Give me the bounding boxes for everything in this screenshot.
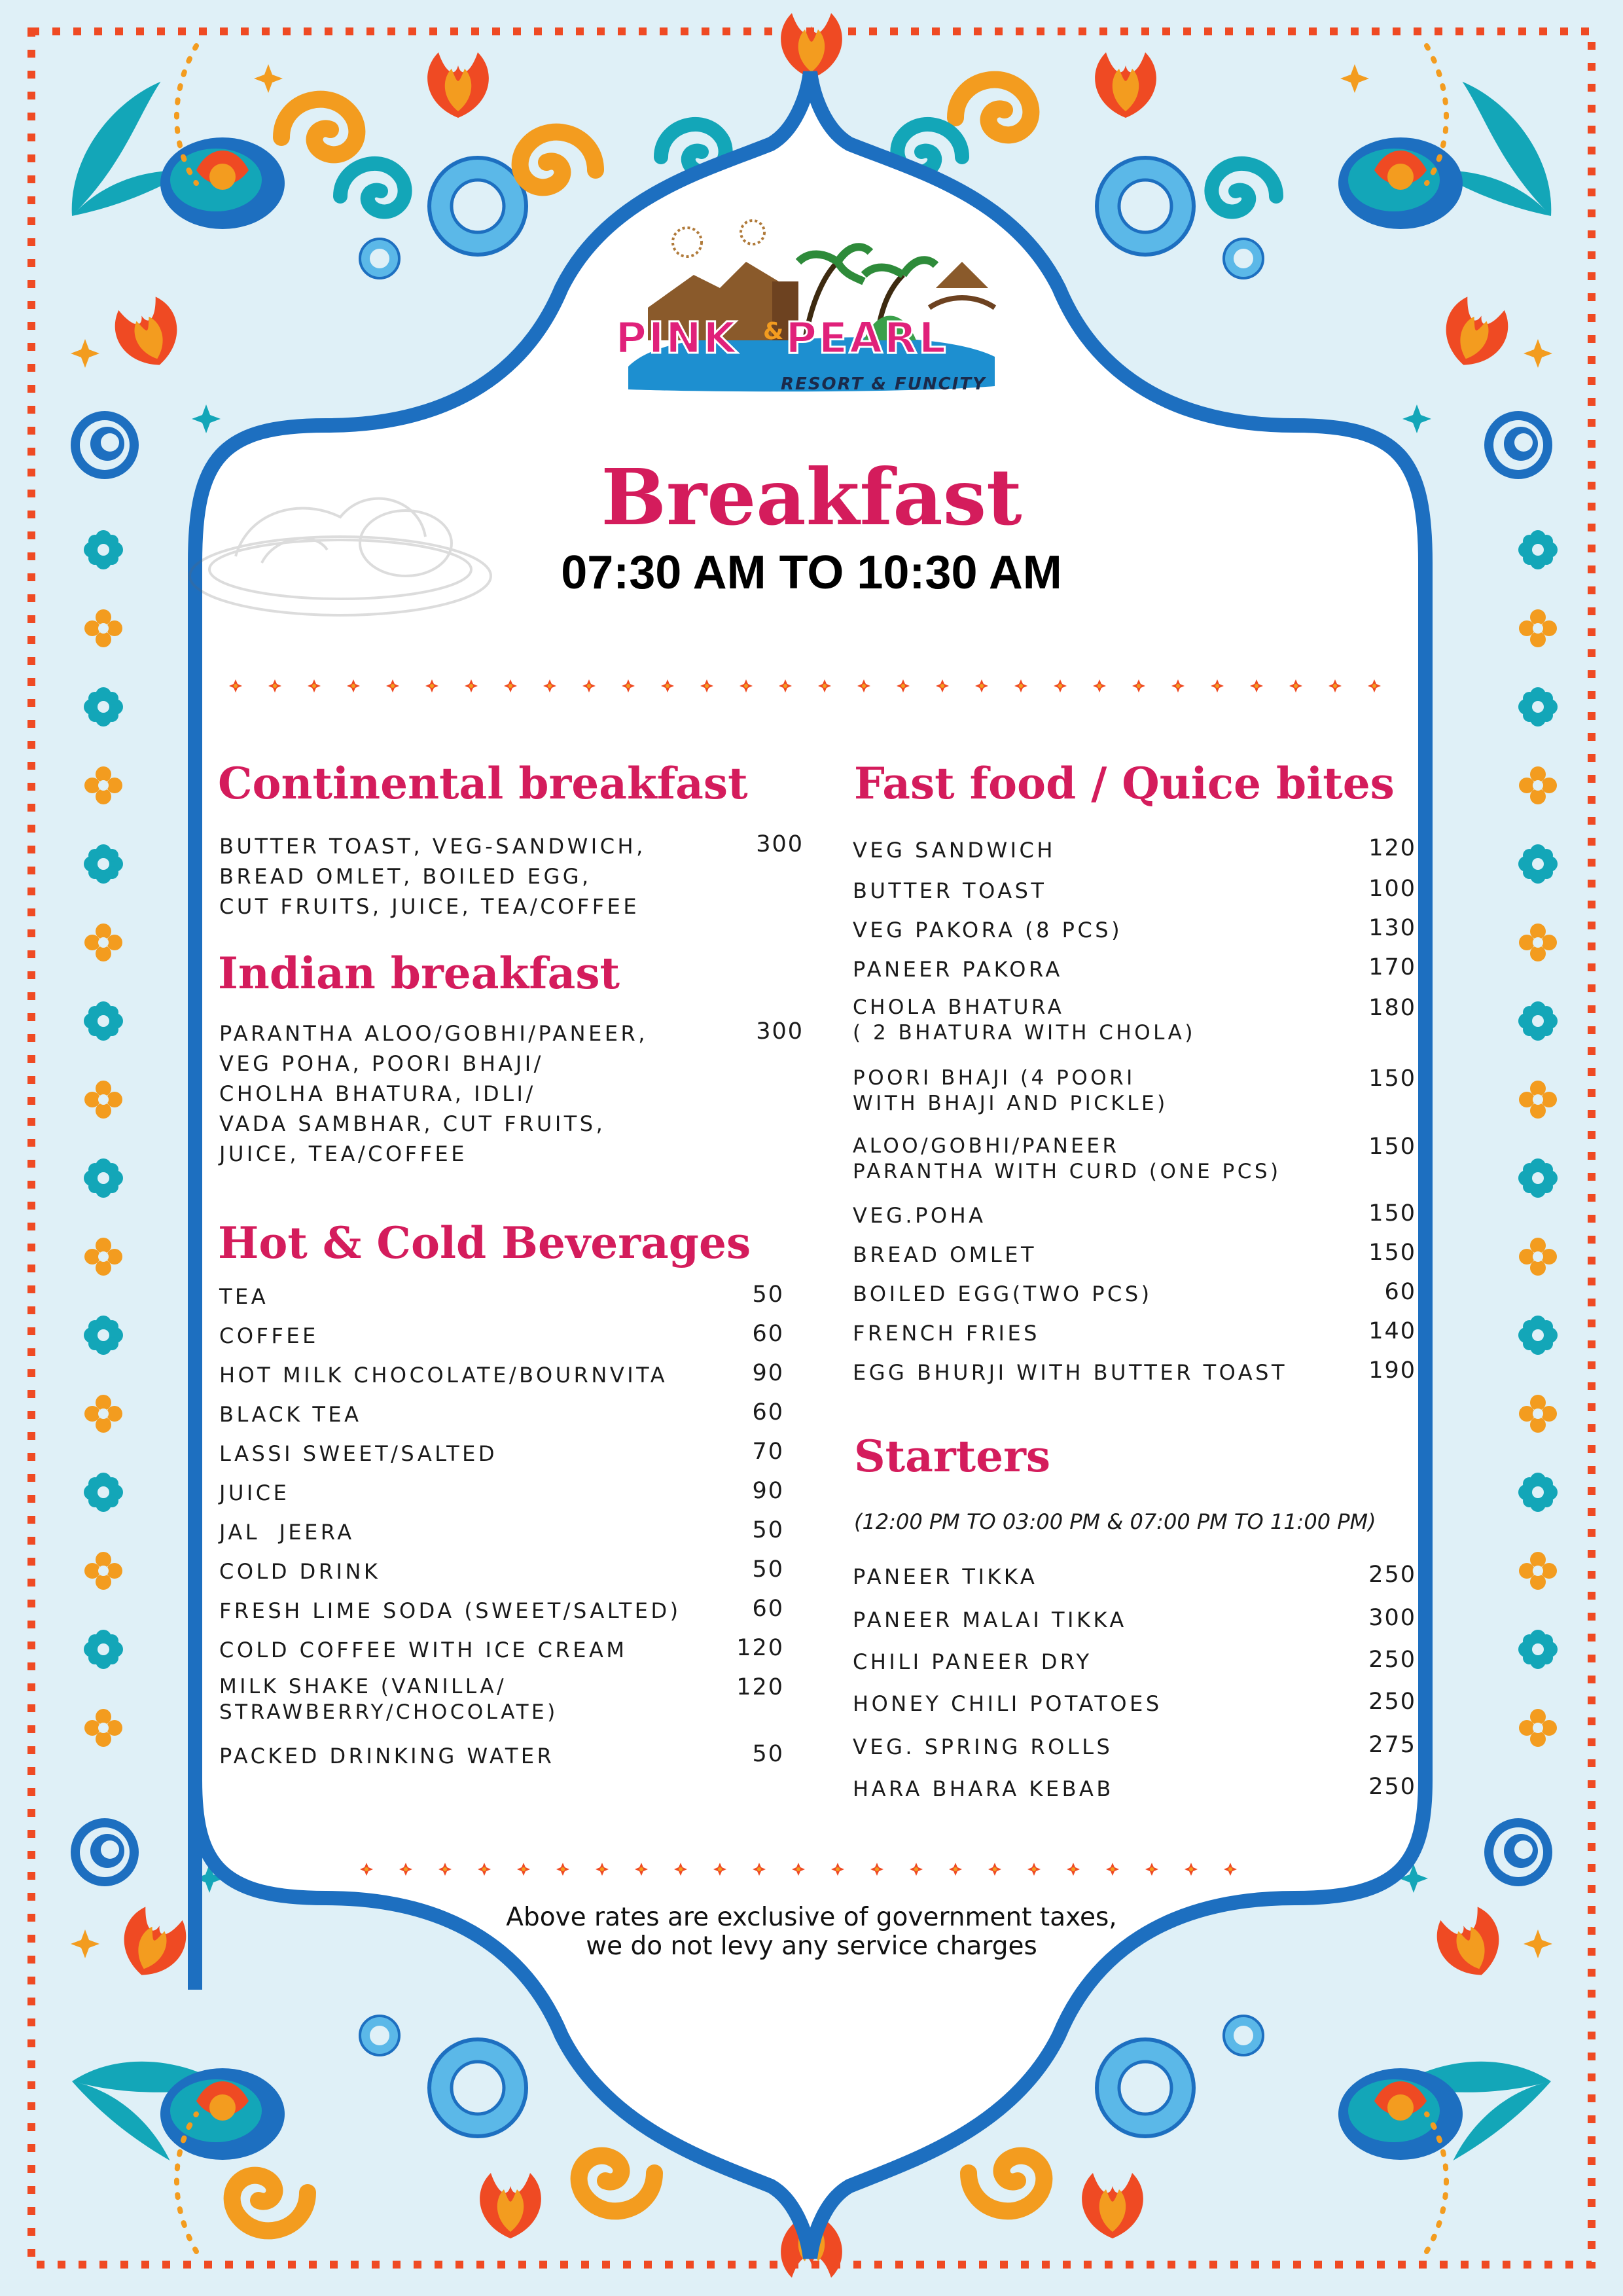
continental-line: CUT FRUITS, JUICE, TEA/COFFEE: [219, 894, 640, 919]
menu-item-name: PANEER TIKKA: [853, 1564, 1038, 1589]
menu-item-name: BUTTER TOAST: [853, 878, 1047, 903]
indian-line: PARANTHA ALOO/GOBHI/PANEER,: [219, 1021, 648, 1046]
menu-item-name: LASSI SWEET/SALTED: [219, 1441, 498, 1466]
indian-line: JUICE, TEA/COFFEE: [219, 1141, 467, 1166]
continental-price: 300: [756, 831, 804, 857]
menu-item-price: 300: [1368, 1605, 1416, 1631]
menu-item-name: COLD DRINK: [219, 1559, 381, 1584]
indian-price: 300: [756, 1018, 804, 1045]
logo-ampersand: &: [763, 318, 784, 345]
menu-item-name: TEA: [219, 1284, 269, 1309]
indian-line: VADA SAMBHAR, CUT FRUITS,: [219, 1111, 606, 1136]
menu-item-name: BREAD OMLET: [853, 1242, 1037, 1267]
menu-item-price: 50: [752, 1741, 784, 1767]
menu-item-price: 150: [1368, 1200, 1416, 1227]
menu-item-price: 120: [1368, 835, 1416, 861]
menu-item-name: VEG. SPRING ROLLS: [853, 1734, 1113, 1759]
page-title: Breakfast: [601, 452, 1022, 543]
menu-item-name: CHILI PANEER DRY: [853, 1649, 1092, 1674]
menu-item-price: 250: [1368, 1689, 1416, 1715]
menu-item-price: 90: [752, 1478, 784, 1504]
menu-item-price: 150: [1368, 1240, 1416, 1266]
indian-line: CHOLHA BHATURA, IDLI/: [219, 1081, 536, 1106]
menu-item-price: 50: [752, 1517, 784, 1543]
continental-line: BUTTER TOAST, VEG-SANDWICH,: [219, 834, 646, 859]
menu-item-price: 50: [752, 1282, 784, 1308]
tax-note-line-1: Above rates are exclusive of government taxes,: [506, 1903, 1117, 1932]
menu-item-name: PANEER PAKORA: [853, 957, 1063, 982]
section-title-continental: Continental breakfast: [218, 758, 748, 809]
section-title-indian: Indian breakfast: [218, 948, 620, 999]
menu-item-price: 180: [1368, 995, 1416, 1021]
menu-item-price: 250: [1368, 1562, 1416, 1588]
menu-item-price: 275: [1368, 1732, 1416, 1758]
menu-item-name: FRESH LIME SODA (SWEET/SALTED): [219, 1598, 681, 1623]
logo-tagline: RESORT & FUNCITY: [781, 374, 986, 394]
menu-item-name: HONEY CHILI POTATOES: [853, 1691, 1162, 1716]
menu-item-price: 120: [736, 1674, 784, 1700]
indian-line: VEG POHA, POORI BHAJI/: [219, 1051, 544, 1076]
menu-item-price: 60: [752, 1596, 784, 1622]
menu-item-price: 140: [1368, 1318, 1416, 1344]
menu-item-price: 150: [1368, 1066, 1416, 1092]
menu-item-price: 70: [752, 1439, 784, 1465]
menu-item-price: 120: [736, 1635, 784, 1661]
menu-item-price: 250: [1368, 1647, 1416, 1673]
menu-item-name: FRENCH FRIES: [853, 1321, 1040, 1346]
menu-item-name: HARA BHARA KEBAB: [853, 1776, 1114, 1801]
menu-item-price: 60: [1384, 1279, 1416, 1305]
menu-item-name: VEG SANDWICH: [853, 838, 1056, 863]
menu-item-name: HOT MILK CHOCOLATE/BOURNVITA: [219, 1363, 668, 1388]
menu-item-name: EGG BHURJI WITH BUTTER TOAST: [853, 1360, 1288, 1385]
menu-item-name: CHOLA BHATURA ( 2 BHATURA WITH CHOLA): [853, 996, 1196, 1045]
menu-item-name: ALOO/GOBHI/PANEER PARANTHA WITH CURD (ONE PCS): [853, 1134, 1281, 1183]
menu-item-name: COFFEE: [219, 1323, 319, 1348]
menu-item-name: BLACK TEA: [219, 1402, 362, 1427]
menu-item-price: 90: [752, 1360, 784, 1386]
tax-note: [0, 1903, 1623, 1961]
section-title-beverages: Hot & Cold Beverages: [218, 1217, 751, 1268]
menu-item-price: 150: [1368, 1134, 1416, 1160]
menu-item-name: MILK SHAKE (VANILLA/ STRAWBERRY/CHOCOLATE): [219, 1675, 558, 1724]
menu-item-name: VEG.POHA: [853, 1203, 986, 1228]
menu-item-name: BOILED EGG(TWO PCS): [853, 1282, 1152, 1306]
logo-word-pearl: PEARL: [785, 313, 948, 363]
tax-note-line-2: we do not levy any service charges: [586, 1931, 1037, 1961]
menu-item-name: POORI BHAJI (4 POORI WITH BHAJI AND PICKLE): [853, 1066, 1168, 1115]
menu-item-name: COLD COFFEE WITH ICE CREAM: [219, 1638, 628, 1662]
menu-item-name: JAL JEERA: [219, 1520, 355, 1545]
menu-item-price: 60: [752, 1399, 784, 1426]
menu-item-price: 100: [1368, 876, 1416, 902]
menu-item-price: 130: [1368, 915, 1416, 941]
starters-timing: (12:00 PM TO 03:00 PM & 07:00 PM TO 11:00 PM): [854, 1509, 1376, 1534]
service-hours: 07:30 AM TO 10:30 AM: [561, 547, 1062, 599]
menu-item-name: PACKED DRINKING WATER: [219, 1744, 555, 1768]
section-title-fastfood: Fast food / Quice bites: [854, 758, 1395, 809]
menu-item-price: 170: [1368, 954, 1416, 980]
menu-item-price: 60: [752, 1321, 784, 1347]
continental-line: BREAD OMLET, BOILED EGG,: [219, 864, 592, 889]
menu-item-name: JUICE: [219, 1480, 290, 1505]
menu-item-price: 250: [1368, 1774, 1416, 1800]
menu-item-price: 190: [1368, 1357, 1416, 1384]
section-title-starters: Starters: [854, 1431, 1051, 1482]
menu-item-name: VEG PAKORA (8 PCS): [853, 918, 1123, 942]
menu-item-price: 50: [752, 1556, 784, 1583]
menu-item-name: PANEER MALAI TIKKA: [853, 1607, 1127, 1632]
logo-word-pink: PINK: [615, 313, 738, 363]
